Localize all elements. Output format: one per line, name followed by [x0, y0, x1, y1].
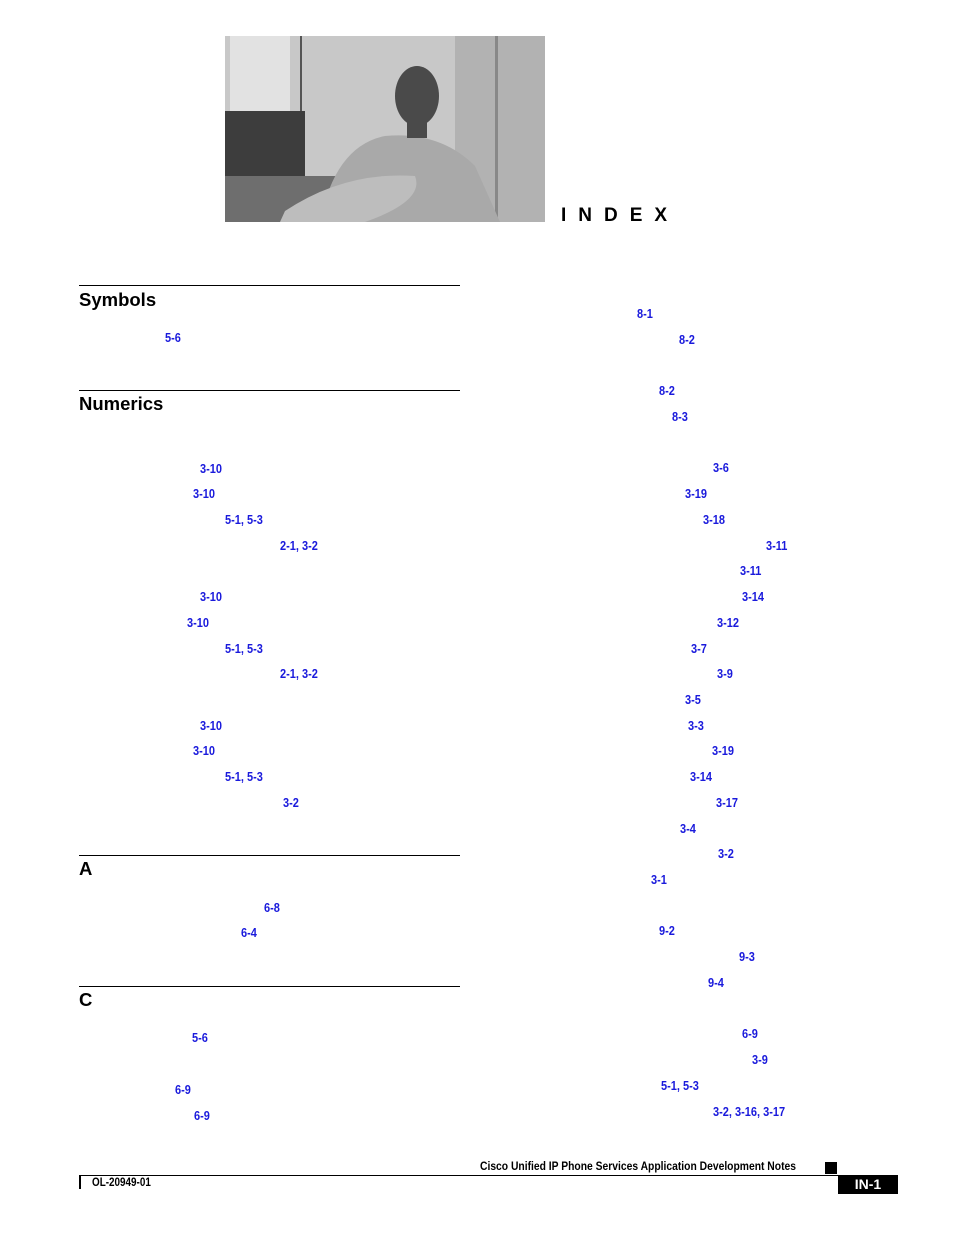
- page-ref-link[interactable]: 3-6: [713, 461, 729, 475]
- page-ref-link[interactable]: 5-1, 5-3: [225, 513, 263, 527]
- page-ref-link[interactable]: 3-9: [752, 1053, 768, 1067]
- section-heading-numerics: Numerics: [79, 393, 164, 414]
- section-rule-c: [79, 986, 460, 987]
- page-ref-link[interactable]: 8-2: [679, 333, 695, 347]
- page-ref-link[interactable]: 3-7: [691, 642, 707, 656]
- header-photo: [225, 36, 545, 222]
- footer-vertical-bar: [79, 1175, 81, 1189]
- page-ref-link[interactable]: 5-6: [192, 1031, 208, 1045]
- page-ref-link[interactable]: 3-11: [766, 539, 788, 553]
- section-heading-a: A: [79, 858, 93, 879]
- page-number-badge: IN-1: [838, 1175, 898, 1194]
- page-ref-link[interactable]: 3-19: [685, 487, 708, 501]
- page-ref-link[interactable]: 6-9: [742, 1027, 758, 1041]
- page-ref-link[interactable]: 3-10: [200, 462, 223, 476]
- page-ref-link[interactable]: 3-2: [718, 847, 734, 861]
- page-ref-link[interactable]: 5-1, 5-3: [661, 1079, 699, 1093]
- page-ref-link[interactable]: 3-11: [740, 564, 762, 578]
- page-ref-link[interactable]: 3-14: [742, 590, 765, 604]
- page-ref-link[interactable]: 6-9: [194, 1109, 210, 1123]
- page-ref-link[interactable]: 3-10: [193, 487, 216, 501]
- page-ref-link[interactable]: 9-4: [708, 976, 724, 990]
- page-ref-link[interactable]: 5-6: [165, 331, 181, 345]
- page-ref-link[interactable]: 3-2: [283, 796, 299, 810]
- page-ref-link[interactable]: 9-2: [659, 924, 675, 938]
- page-ref-link[interactable]: 3-1: [651, 873, 667, 887]
- page-ref-link[interactable]: 3-17: [716, 796, 739, 810]
- page-ref-link[interactable]: 6-8: [264, 901, 280, 915]
- person-photo-illustration: [225, 36, 545, 222]
- page-ref-link[interactable]: 8-1: [637, 307, 653, 321]
- page-ref-link[interactable]: 6-4: [241, 926, 257, 940]
- section-rule-numerics: [79, 390, 460, 391]
- index-title: INDEX: [561, 205, 680, 226]
- page-ref-link[interactable]: 2-1, 3-2: [280, 667, 318, 681]
- page-ref-link[interactable]: 3-19: [712, 744, 735, 758]
- page-ref-link[interactable]: 5-1, 5-3: [225, 642, 263, 656]
- page-ref-link[interactable]: 9-3: [739, 950, 755, 964]
- footer-rule: [79, 1175, 838, 1176]
- page-ref-link[interactable]: 3-3: [688, 719, 704, 733]
- page-ref-link[interactable]: 3-10: [187, 616, 210, 630]
- page-ref-link[interactable]: 5-1, 5-3: [225, 770, 263, 784]
- page-ref-link[interactable]: 3-10: [200, 590, 223, 604]
- section-heading-c: C: [79, 989, 93, 1010]
- page-ref-link[interactable]: 8-3: [672, 410, 688, 424]
- page-ref-link[interactable]: 3-5: [685, 693, 701, 707]
- section-rule-a: [79, 855, 460, 856]
- footer-doc-number: OL-20949-01: [92, 1177, 151, 1189]
- page-ref-link[interactable]: 3-4: [680, 822, 696, 836]
- page-ref-link[interactable]: 3-9: [717, 667, 733, 681]
- footer-book-title: Cisco Unified IP Phone Services Application Development Notes: [480, 1159, 796, 1173]
- page-ref-link[interactable]: 3-12: [717, 616, 740, 630]
- page-ref-link[interactable]: 3-18: [703, 513, 726, 527]
- page-ref-link[interactable]: 6-9: [175, 1083, 191, 1097]
- page-ref-link[interactable]: 2-1, 3-2: [280, 539, 318, 553]
- section-heading-symbols: Symbols: [79, 289, 157, 310]
- page-ref-link[interactable]: 3-10: [200, 719, 223, 733]
- section-rule-symbols: [79, 285, 460, 286]
- page-ref-link[interactable]: 8-2: [659, 384, 675, 398]
- page-ref-link[interactable]: 3-14: [690, 770, 713, 784]
- page-ref-link[interactable]: 3-2, 3-16, 3-17: [713, 1105, 786, 1119]
- footer-marker-square: [825, 1162, 837, 1174]
- page-ref-link[interactable]: 3-10: [193, 744, 216, 758]
